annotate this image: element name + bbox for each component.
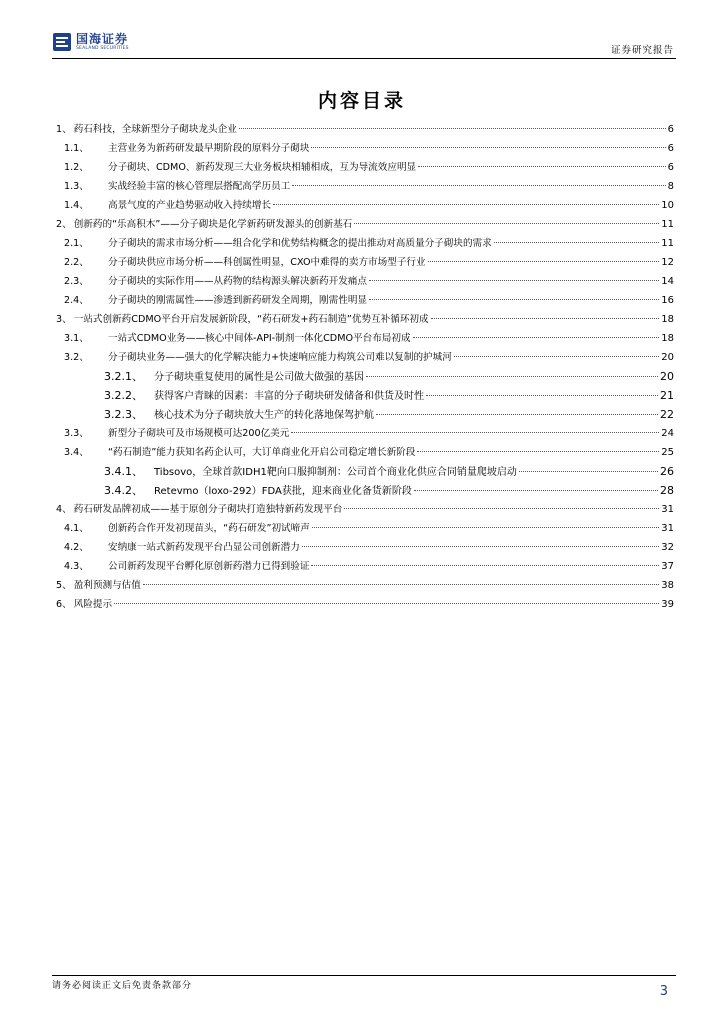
toc-entry-number: 2.2、: [64, 257, 89, 268]
toc-entry-title: 分子砌块重复使用的属性是公司做大做强的基因: [154, 372, 364, 383]
toc-entry-page: 24: [661, 428, 674, 439]
toc-entry-page: 20: [660, 370, 674, 383]
toc-entry-number: 4、: [56, 504, 72, 515]
toc-entry-page: 8: [667, 181, 674, 192]
toc-entry-number: 3.3、: [64, 428, 89, 439]
toc-entry[interactable]: [56, 234, 674, 253]
toc-dot-leader: [414, 490, 658, 491]
toc-dot-leader: [311, 565, 659, 566]
toc-entry-page: 6: [667, 143, 674, 154]
toc-entry-number: 3.4、: [64, 447, 89, 458]
toc-entry-page: 10: [661, 200, 674, 211]
toc-entry-title: 药石研发品牌初成——基于原创分子砌块打造独特新药发现平台: [73, 504, 343, 515]
toc-entry[interactable]: [56, 500, 674, 519]
toc-dot-leader: [292, 185, 665, 186]
toc-dot-leader: [312, 527, 659, 528]
toc-entry-title: 核心技术为分子砌块放大生产的转化落地保驾护航: [154, 410, 374, 421]
toc-entry-title: 分子砌块、CDMO、新药发现三大业务板块相辅相成，互为导流效应明显: [108, 162, 417, 173]
toc-entry-number: 1、: [56, 124, 72, 135]
toc-entry-number: 1.4、: [64, 200, 89, 211]
toc-entry-page: 11: [661, 219, 674, 230]
report-type-label: 证券研究报告: [610, 45, 674, 56]
footer-divider: [52, 975, 676, 976]
toc-entry-number: 2.3、: [64, 276, 89, 287]
toc-entry-page: 6: [667, 162, 674, 173]
toc-entry[interactable]: [56, 405, 674, 424]
toc-title: 内容目录: [317, 90, 406, 112]
toc-dot-leader: [311, 147, 665, 148]
toc-entry-page: 31: [661, 523, 674, 534]
toc-entry-title: 创新药合作开发初现苗头，“药石研发”初试啼声: [108, 523, 310, 534]
toc-dot-leader: [273, 204, 659, 205]
toc-entry-title: 分子砌块供应市场分析——科创属性明显，CXO中难得的卖方市场型子行业: [108, 257, 426, 268]
toc-entry[interactable]: [56, 329, 674, 348]
toc-entry-number: 2.4、: [64, 295, 89, 306]
toc-entry-page: 16: [661, 295, 674, 306]
toc-entry[interactable]: [56, 462, 674, 481]
toc-entry-title: 药石科技，全球新型分子砌块龙头企业: [73, 124, 237, 135]
toc-entry[interactable]: [56, 557, 674, 576]
sealand-logo-icon: [52, 32, 72, 52]
toc-entry[interactable]: [56, 481, 674, 500]
toc-entry-page: 32: [661, 542, 674, 553]
toc-dot-leader: [454, 356, 659, 357]
toc-entry-page: 39: [661, 599, 674, 610]
toc-entry-title: 高景气度的产业趋势驱动收入持续增长: [108, 200, 272, 211]
toc-entry-page: 38: [661, 580, 674, 591]
toc-entry-title: “药石制造”能力获知名药企认可，大订单商业化开启公司稳定增长新阶段: [108, 447, 416, 458]
toc-entry[interactable]: [56, 538, 674, 557]
toc-entry-title: 安纳康一站式新药发现平台凸显公司创新潜力: [108, 542, 300, 553]
toc-dot-leader: [143, 584, 659, 585]
toc-dot-leader: [428, 261, 660, 262]
toc-entry-title: 创新药的“乐高积木”——分子砌块是化学新药研发源头的创新基石: [73, 219, 353, 230]
toc-entry-title: 实战经验丰富的核心管理层搭配高学历员工: [108, 181, 291, 192]
toc-entry-number: 1.2、: [64, 162, 89, 173]
toc-entry-title: Tibsovo，全球首款IDH1靶向口服抑制剂：公司首个商业化供应合同销量爬坡启动: [154, 467, 517, 478]
toc-entry[interactable]: [56, 291, 674, 310]
toc-entry[interactable]: [56, 272, 674, 291]
toc-dot-leader: [354, 223, 659, 224]
toc-entry-number: 3.2.2、: [104, 389, 143, 402]
toc-entry-number: 3.4.2、: [104, 484, 143, 497]
toc-entry[interactable]: [56, 253, 674, 272]
toc-entry[interactable]: [56, 310, 674, 329]
logo-name-cn: 国海证券: [76, 32, 129, 46]
toc-dot-leader: [302, 546, 659, 547]
toc-entry-number: 3、: [56, 314, 72, 325]
toc-entry[interactable]: [56, 348, 674, 367]
toc-entry-page: 28: [660, 484, 674, 497]
toc-entry-number: 3.2.3、: [104, 408, 143, 421]
disclaimer-text: 请务必阅读正文后免责条款部分: [52, 981, 193, 991]
toc-entry-page: 6: [667, 124, 674, 135]
toc-entry-number: 5、: [56, 580, 72, 591]
toc-entry-title: 分子砌块的刚需属性——渗透到新药研发全周期，刚需性明显: [108, 295, 368, 306]
toc-entry-number: 3.2.1、: [104, 370, 143, 383]
toc-dot-leader: [369, 280, 659, 281]
page-header: [52, 32, 676, 56]
toc-entry[interactable]: [56, 196, 674, 215]
toc-dot-leader: [376, 414, 658, 415]
toc-entry-page: 14: [661, 276, 674, 287]
toc-entry[interactable]: [56, 595, 674, 614]
toc-entry-title: 盈利预测与估值: [73, 580, 141, 591]
toc-entry-page: 18: [661, 333, 674, 344]
toc-entry[interactable]: [56, 424, 674, 443]
toc-entry-number: 4.3、: [64, 561, 89, 572]
toc-entry[interactable]: [56, 158, 674, 177]
toc-entry[interactable]: [56, 519, 674, 538]
logo-name-en: SEALAND SECURITIES: [76, 46, 129, 51]
toc-entry-title: 分子砌块的需求市场分析——组合化学和优势结构概念的提出推动对高质量分子砌块的需求: [108, 238, 492, 249]
toc-entry-title: 获得客户青睐的因素：丰富的分子砌块研发储备和供货及时性: [154, 391, 424, 402]
toc-entry-number: 6、: [56, 599, 72, 610]
toc-entry-number: 4.1、: [64, 523, 89, 534]
toc-dot-leader: [239, 128, 666, 129]
toc-dot-leader: [114, 603, 659, 604]
toc-dot-leader: [519, 471, 658, 472]
logo-text: [76, 32, 129, 52]
page-number: 3: [659, 984, 668, 999]
toc-dot-leader: [369, 299, 659, 300]
toc-entry-number: 2、: [56, 219, 72, 230]
toc-entry-page: 26: [660, 465, 674, 478]
toc-entry[interactable]: [56, 386, 674, 405]
toc-entry-number: 1.1、: [64, 143, 89, 154]
company-logo: [52, 32, 129, 52]
toc-entry[interactable]: [56, 367, 674, 386]
toc-entry-title: 分子砌块业务——强大的化学解决能力+快速响应能力构筑公司难以复制的护城河: [108, 352, 452, 363]
toc-dot-leader: [426, 395, 658, 396]
toc-entry-number: 4.2、: [64, 542, 89, 553]
toc-entry-title: 公司新药发现平台孵化原创新药潜力已得到验证: [108, 561, 310, 572]
toc-entry-title: 风险提示: [73, 599, 113, 610]
toc-entry[interactable]: [56, 177, 674, 196]
toc-entry-page: 12: [661, 257, 674, 268]
toc-entry-number: 1.3、: [64, 181, 89, 192]
toc-dot-leader: [418, 166, 665, 167]
toc-entry-page: 21: [660, 389, 674, 402]
toc-entry-page: 18: [661, 314, 674, 325]
toc-entry-title: 主营业务为新药研发最早期阶段的原料分子砌块: [108, 143, 310, 154]
toc-entry-page: 31: [661, 504, 674, 515]
toc-entry-title: 新型分子砌块可及市场规模可达200亿美元: [108, 428, 290, 439]
toc-entry-page: 22: [660, 408, 674, 421]
toc-entry[interactable]: [56, 576, 674, 595]
toc-dot-leader: [366, 376, 658, 377]
toc-entry-title: 一站式创新药CDMO平台开启发展新阶段，“药石研发+药石制造”优势互补循环初成: [73, 314, 429, 325]
header-divider: [52, 58, 676, 59]
toc-entry-number: 3.4.1、: [104, 465, 143, 478]
toc-entry-title: Retevmo（loxo-292）FDA获批，迎来商业化备货新阶段: [154, 486, 412, 497]
toc-entry-page: 20: [661, 352, 674, 363]
toc-entry-page: 25: [661, 447, 674, 458]
toc-entry-number: 2.1、: [64, 238, 89, 249]
toc-entry-page: 11: [661, 238, 674, 249]
toc-entry-title: 分子砌块的实际作用——从药物的结构源头解决新药开发痛点: [108, 276, 368, 287]
toc-entry[interactable]: [56, 120, 674, 139]
toc-entry[interactable]: [56, 139, 674, 158]
toc-dot-leader: [431, 318, 660, 319]
toc-dot-leader: [417, 451, 659, 452]
toc-entry-number: 3.2、: [64, 352, 89, 363]
table-of-contents: [56, 120, 674, 614]
toc-entry[interactable]: [56, 443, 674, 462]
toc-dot-leader: [413, 337, 660, 338]
toc-dot-leader: [291, 432, 659, 433]
toc-entry-title: 一站式CDMO业务——核心中间体-API-制剂一体化CDMO平台布局初成: [108, 333, 411, 344]
toc-dot-leader: [344, 508, 659, 509]
toc-entry[interactable]: [56, 215, 674, 234]
toc-entry-page: 37: [661, 561, 674, 572]
toc-dot-leader: [494, 242, 660, 243]
toc-entry-number: 3.1、: [64, 333, 89, 344]
